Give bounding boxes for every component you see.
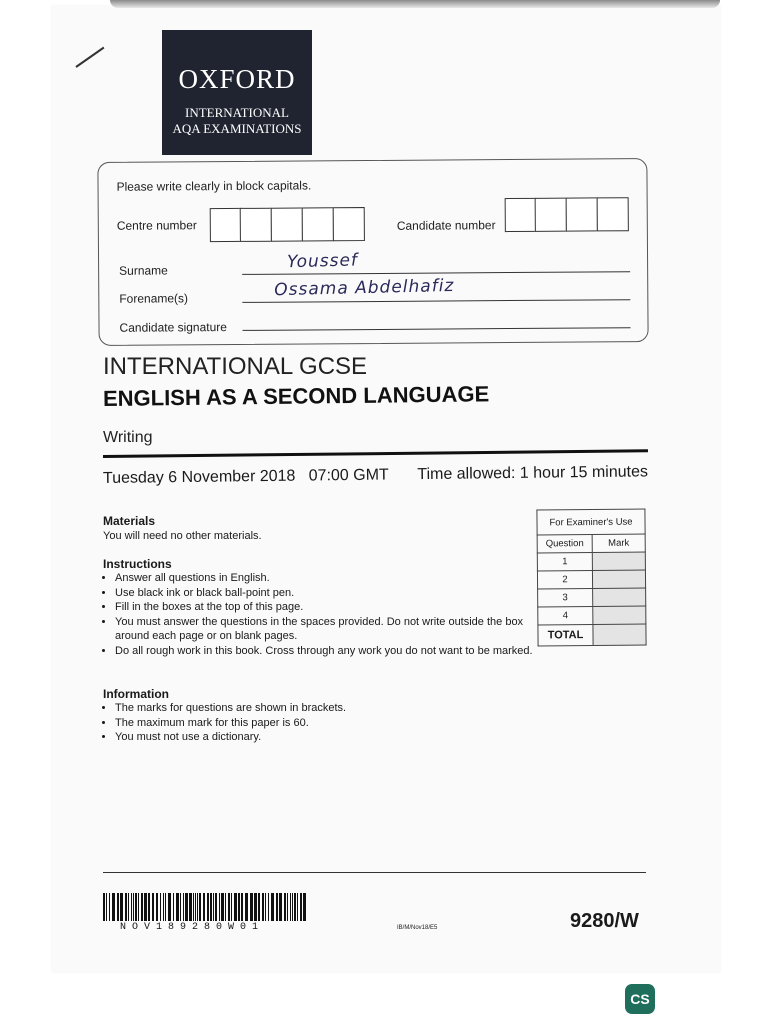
barcode-bar (207, 893, 209, 921)
barcode-bar (112, 893, 115, 921)
barcode-bar (284, 893, 286, 921)
barcode-bar (156, 893, 158, 921)
candidate-digit-box[interactable] (504, 198, 536, 232)
total-mark-cell[interactable] (593, 624, 646, 645)
barcode-bar (292, 893, 293, 921)
barcode-bar (185, 893, 188, 921)
barcode-bar (141, 893, 143, 921)
mark-cell[interactable] (592, 552, 645, 570)
barcode-bar (109, 893, 110, 921)
question-number: 1 (537, 552, 592, 570)
barcode-bar (221, 893, 224, 921)
examiner-use-table (536, 509, 646, 647)
barcode-bar (258, 893, 260, 921)
reference-code: IB/M/Nov18/E5 (397, 925, 438, 931)
instruction-item: • You must answer the questions in the spaces provided. Do not write outside the box around each page or on blank pages. (115, 615, 535, 644)
barcode-bar (241, 893, 243, 921)
centre-digit-box[interactable] (209, 208, 241, 242)
information-item: • You must not use a dictionary. (115, 730, 535, 745)
barcode-bar (238, 893, 240, 921)
barcode-bar (193, 893, 194, 921)
centre-digit-box[interactable] (240, 208, 272, 242)
barcode-bar (294, 893, 296, 921)
table-row (537, 570, 645, 589)
centre-digit-box[interactable] (332, 207, 364, 241)
surname-label: Surname (119, 263, 168, 278)
paper-code: 9280/W (570, 910, 639, 932)
candidate-digit-box[interactable] (596, 197, 628, 231)
surname-handwriting: Youssef (286, 250, 359, 273)
information-item: • The marks for questions are shown in brackets. (115, 701, 535, 716)
question-number: 3 (538, 588, 593, 606)
barcode-text: NOV189280W01 (120, 922, 265, 933)
barcode-bar (210, 893, 212, 921)
signature-label: Candidate signature (119, 320, 227, 335)
signature-line[interactable] (243, 327, 631, 331)
centre-digit-box[interactable] (302, 207, 334, 241)
barcode-bar (117, 893, 119, 921)
forename-label: Forename(s) (119, 291, 189, 306)
centre-number-label: Centre number (116, 218, 197, 233)
barcode-bar (276, 893, 278, 921)
barcode-bar (271, 893, 274, 921)
instructions-title: Instructions (103, 557, 172, 571)
candidate-number-boxes[interactable] (506, 197, 629, 232)
centre-digit-box[interactable] (271, 207, 303, 241)
barcode-bar (144, 893, 147, 921)
total-label: TOTAL (538, 624, 593, 645)
logo-line-1: INTERNATIONAL (185, 105, 289, 120)
oxford-aqa-logo (162, 30, 312, 155)
barcode-bar (203, 893, 205, 921)
time-allowed: Time allowed: 1 hour 15 minutes (417, 463, 649, 484)
barcode-bar (131, 893, 132, 921)
block-capitals-instruction: Please write clearly in block capitals. (116, 178, 312, 194)
logo-oxford-text: OXFORD (178, 64, 296, 94)
barcode-bar (300, 893, 302, 921)
information-item: • The maximum mark for this paper is 60. (115, 716, 535, 731)
barcode-bar (213, 893, 214, 921)
instruction-item: • Use black ink or black ball-point pen. (115, 586, 535, 601)
candidate-details-box (97, 158, 648, 346)
barcode-bar (254, 893, 257, 921)
barcode-bar (163, 893, 164, 921)
barcode-bar (103, 893, 105, 921)
exam-page (52, 6, 720, 972)
barcode-bar (176, 893, 179, 921)
mark-cell[interactable] (593, 606, 646, 624)
information-list (103, 701, 535, 745)
exam-component-heading: Writing (103, 429, 153, 446)
table-row (537, 552, 645, 571)
exam-subject-heading: ENGLISH AS A SECOND LANGUAGE (102, 381, 490, 411)
barcode-bar (160, 893, 161, 921)
barcode-bar (138, 893, 139, 921)
barcode-bar (195, 893, 196, 921)
question-column-header: Question (537, 534, 592, 552)
barcode-bar (303, 893, 306, 921)
barcode-bar (120, 893, 123, 921)
barcode-bar (262, 893, 264, 921)
barcode-bar (287, 893, 288, 921)
barcode-bar (219, 893, 220, 921)
barcode-bar (197, 893, 198, 921)
exam-level-heading: INTERNATIONAL GCSE (103, 353, 368, 380)
barcode-bar (215, 893, 217, 921)
footer-divider (103, 872, 646, 873)
table-row (538, 606, 646, 625)
page-top-shadow (110, 0, 720, 8)
barcode-bar (268, 893, 269, 921)
examiner-table-title: For Examiner's Use (537, 509, 645, 535)
barcode-bar (165, 893, 166, 921)
barcode-bar (152, 893, 154, 921)
total-row (538, 624, 646, 646)
barcode-bar (168, 893, 171, 921)
instructions-list (103, 571, 535, 658)
barcode-bar (279, 893, 282, 921)
barcode-bar (199, 893, 201, 921)
barcode-bar (234, 893, 237, 921)
mark-column-header: Mark (592, 534, 645, 552)
question-number: 2 (537, 570, 592, 588)
question-number: 4 (538, 606, 593, 624)
barcode-bar (228, 893, 230, 921)
barcode-image (103, 893, 307, 921)
forename-handwriting: Ossama Abdelhafiz (274, 275, 455, 301)
barcode-bar (133, 893, 134, 921)
barcode-bar (189, 893, 192, 921)
barcode-bar (180, 893, 181, 921)
candidate-digit-box[interactable] (535, 198, 567, 232)
instruction-item: • Fill in the boxes at the top of this page. (115, 600, 535, 615)
barcode-bar (183, 893, 184, 921)
candidate-digit-box[interactable] (566, 197, 598, 231)
mark-cell[interactable] (593, 588, 646, 606)
logo-subtitle (162, 105, 312, 137)
camscanner-badge: CS (625, 984, 655, 1014)
barcode-bar (265, 893, 266, 921)
exam-date: Tuesday 6 November 2018 (102, 467, 296, 487)
instruction-item: • Answer all questions in English. (115, 571, 535, 586)
materials-title: Materials (103, 514, 156, 528)
barcode-bar (128, 893, 129, 921)
information-title: Information (103, 687, 169, 701)
barcode-bar (173, 893, 174, 921)
centre-number-boxes[interactable] (211, 207, 365, 242)
forename-line[interactable] (242, 299, 630, 303)
barcode-bar (148, 893, 150, 921)
barcode-bar (135, 893, 137, 921)
barcode-bar (290, 893, 291, 921)
barcode-bar (125, 893, 127, 921)
barcode-bar (231, 893, 232, 921)
table-row (538, 588, 646, 607)
logo-line-2: AQA EXAMINATIONS (172, 121, 302, 136)
mark-cell[interactable] (592, 570, 645, 588)
barcode-bar (245, 893, 248, 921)
candidate-number-label: Candidate number (396, 218, 496, 233)
instruction-item: • Do all rough work in this book. Cross through any work you do not want to be marked. (115, 644, 535, 659)
exam-time: 07:00 GMT (308, 466, 389, 485)
barcode-bar (106, 893, 107, 921)
barcode-bar (250, 893, 253, 921)
materials-text: You will need no other materials. (103, 530, 262, 542)
barcode-bar (225, 893, 226, 921)
barcode-bar (297, 893, 298, 921)
